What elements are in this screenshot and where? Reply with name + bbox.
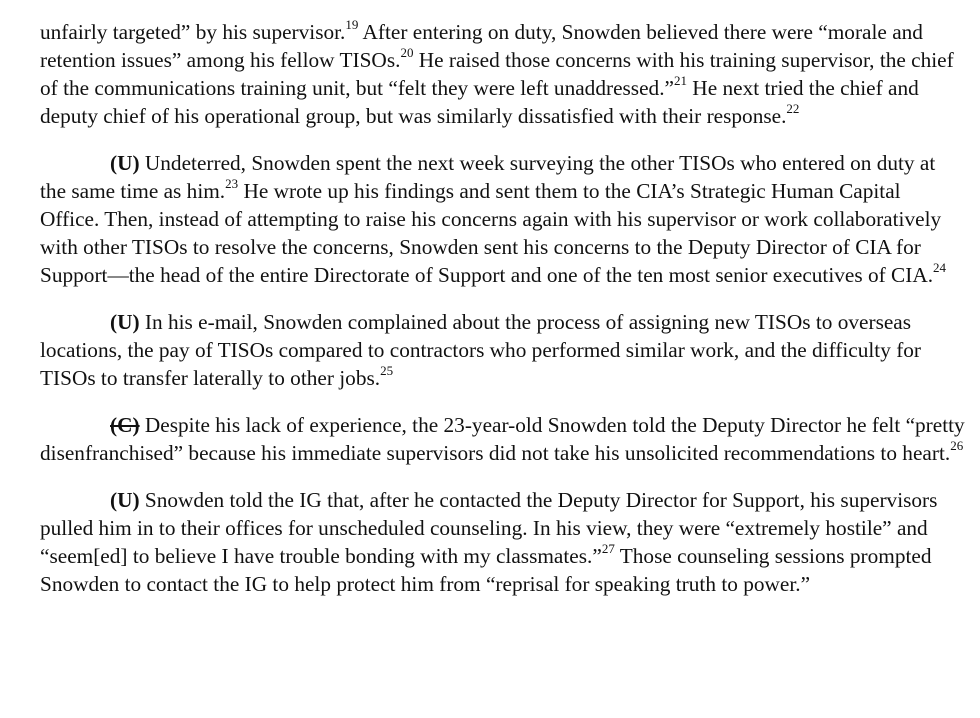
paragraph-text: Undeterred, Snowden spent the next week surveying the other TISOs who entered on duty at the same time as him. — [40, 151, 936, 203]
paragraph-2 — [40, 149, 965, 289]
footnote-ref-24: 24 — [933, 259, 947, 275]
paragraph-text: In his e-mail, Snowden complained about the process of assigning new TISOs to overseas locations, the pay of TISOs compared to contractors who performed similar work, and the difficulty for TISOs to transfer laterally to other jobs. — [40, 310, 922, 390]
paragraph-4 — [40, 411, 965, 467]
paragraph-text: Snowden told the IG that, after he contacted the Deputy Director for Support, his supervisors pulled him in to their offices for unscheduled counseling. In his view, they were “extremely hostile” and “seem[ed] to believe I have trouble bonding with my classmates.” — [40, 488, 938, 568]
paragraph-text: After entering on duty, Snowden believed there were “morale and retention issues” among his fellow TISOs. — [40, 20, 923, 72]
paragraph-text: unfairly targeted” by his supervisor. — [40, 20, 346, 44]
footnote-ref-23: 23 — [225, 175, 239, 191]
footnote-ref-21: 21 — [673, 72, 687, 88]
footnote-ref-20: 20 — [400, 44, 414, 60]
footnote-ref-25: 25 — [380, 362, 394, 378]
document-page — [40, 18, 965, 598]
paragraph-text: He raised those concerns with his training supervisor, the chief of the communications training unit, but “felt they were left unaddressed.” — [40, 48, 954, 100]
classification-marking: (U) — [110, 310, 140, 334]
paragraph-text: Those counseling sessions prompted Snowden to contact the IG to help protect him from “reprisal for speaking truth to power.” — [40, 544, 932, 596]
paragraph-3 — [40, 308, 965, 392]
footnote-ref-27: 27 — [601, 540, 615, 556]
classification-marking: (C) — [110, 413, 140, 437]
paragraph-1 — [40, 18, 965, 130]
classification-marking: (U) — [110, 151, 140, 175]
classification-marking: (U) — [110, 488, 140, 512]
footnote-ref-19: 19 — [345, 16, 359, 32]
paragraph-text: He next tried the chief and deputy chief of his operational group, but was similarly dissatisfied with their response. — [40, 76, 919, 128]
paragraph-5 — [40, 486, 965, 598]
footnote-ref-22: 22 — [786, 100, 800, 116]
paragraph-text: Despite his lack of experience, the 23-year-old Snowden told the Deputy Director he felt “pretty disenfranchised” because his immediate supervisors did not take his unsolicited recommendations to heart. — [40, 413, 965, 465]
footnote-ref-26: 26 — [950, 437, 964, 453]
paragraph-text: He wrote up his findings and sent them to the CIA’s Strategic Human Capital Office. Then, instead of attempting to raise his concerns again with his supervisor or work collaboratively with other TISOs to resolve the concerns, Snowden sent his concerns to the Deputy Director of CIA for Support—the head of the entire Directorate of Support and one of the ten most senior executives of CIA. — [40, 179, 942, 287]
